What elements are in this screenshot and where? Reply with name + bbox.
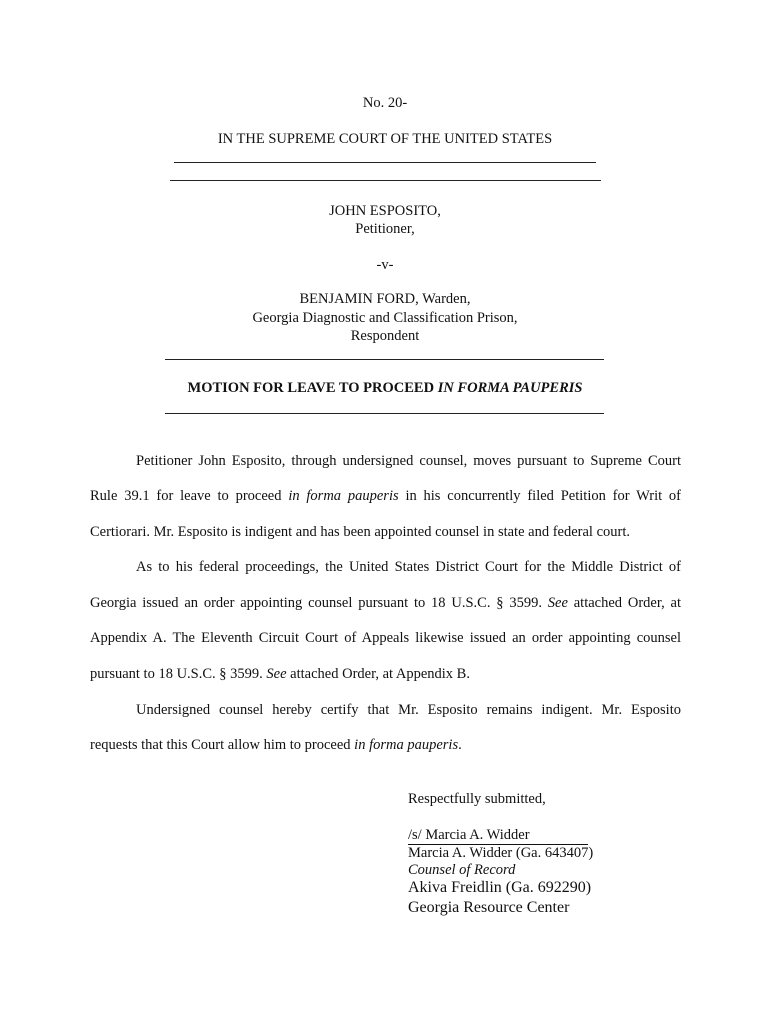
italic-run: in forma pauperis xyxy=(354,737,459,753)
paragraph-1-line-1: Petitioner John Esposito, through undersigned counsel, moves pursuant to Supreme Court xyxy=(136,453,681,469)
counsel-role-1: Counsel of Record xyxy=(408,862,516,878)
paragraph-1-line-3: Certiorari. Mr. Esposito is indigent and has been appointed counsel in state and federal court. xyxy=(90,524,630,540)
text-run: pursuant to 18 U.S.C. § 3599. xyxy=(90,666,267,682)
paragraph-3-line-2 xyxy=(90,736,681,754)
paragraph-3-line-1: Undersigned counsel hereby certify that Mr. Esposito remains indigent. Mr. Esposito xyxy=(136,702,681,718)
italic-run: See xyxy=(266,666,287,682)
caption-rule-2 xyxy=(170,180,601,181)
respondent-facility: Georgia Diagnostic and Classification Prison, xyxy=(252,310,518,326)
motion-title-main: MOTION FOR LEAVE TO PROCEED xyxy=(187,380,438,396)
court-name: IN THE SUPREME COURT OF THE UNITED STATES xyxy=(217,131,553,147)
text-run: in his concurrently filed Petition for Writ of xyxy=(398,488,682,504)
petitioner-role: Petitioner, xyxy=(355,221,415,237)
signature-line xyxy=(408,826,588,845)
organization-name: Georgia Resource Center xyxy=(408,899,570,916)
text-run: Georgia issued an order appointing counsel pursuant to 18 U.S.C. § 3599. xyxy=(90,595,548,611)
paragraph-2-line-4 xyxy=(90,665,681,683)
counsel-name-2: Akiva Freidlin (Ga. 692290) xyxy=(408,879,592,896)
docket-number: No. 20- xyxy=(362,95,408,111)
signature-text: /s/ Marcia A. Widder xyxy=(408,826,588,845)
text-run: attached Order, at xyxy=(567,595,682,611)
motion-title-italic: IN FORMA PAUPERIS xyxy=(437,380,583,396)
text-run: requests that this Court allow him to proceed xyxy=(90,737,355,753)
petitioner-name: JOHN ESPOSITO, xyxy=(329,203,441,219)
text-run: attached Order, at Appendix B. xyxy=(286,666,470,682)
versus: -v- xyxy=(376,257,394,273)
italic-run: in forma pauperis xyxy=(288,488,399,504)
caption-rule-1 xyxy=(174,162,596,163)
title-rule-top xyxy=(165,359,604,360)
text-run: . xyxy=(458,737,462,753)
paragraph-2-line-3: Appendix A. The Eleventh Circuit Court of Appeals likewise issued an order appointing counsel xyxy=(90,630,681,646)
closing: Respectfully submitted, xyxy=(408,791,546,807)
motion-title xyxy=(0,379,770,397)
respondent-name: BENJAMIN FORD, Warden, xyxy=(299,291,471,307)
paragraph-2-line-1: As to his federal proceedings, the United States District Court for the Middle District of xyxy=(136,559,681,575)
counsel-name-1: Marcia A. Widder (Ga. 643407) xyxy=(408,845,594,861)
paragraph-1-line-2 xyxy=(90,487,681,505)
paragraph-2-line-2 xyxy=(90,594,681,612)
title-rule-bottom xyxy=(165,413,604,414)
respondent-role: Respondent xyxy=(350,328,420,344)
italic-run: See xyxy=(547,595,568,611)
text-run: Rule 39.1 for leave to proceed xyxy=(90,488,289,504)
